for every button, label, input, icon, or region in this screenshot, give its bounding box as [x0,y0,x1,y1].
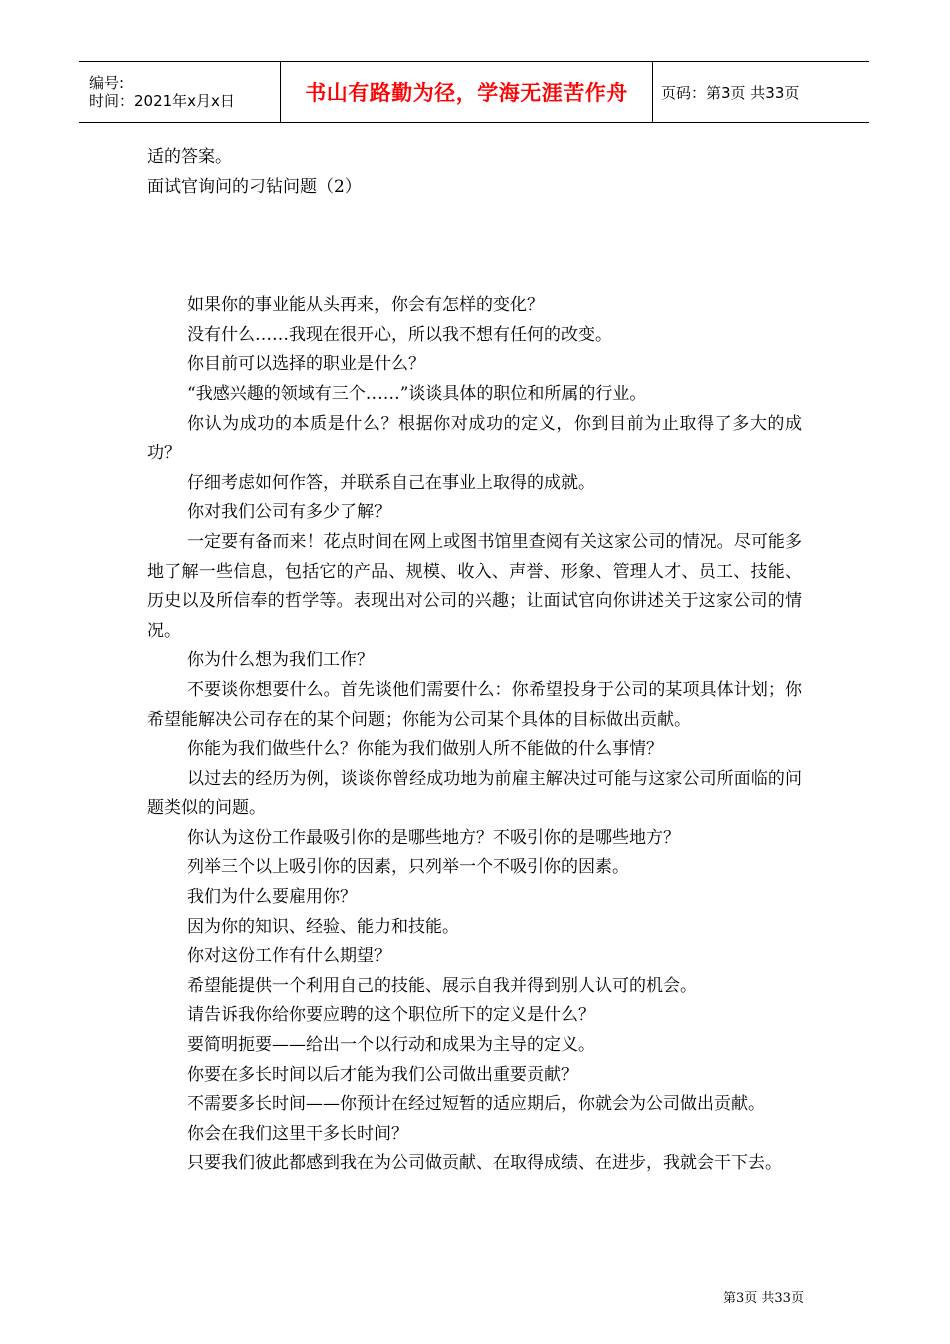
header-page-info [653,62,869,122]
page-footer [723,1287,804,1306]
header-page-number: 页码：第3页 共33页 [661,83,800,102]
question: 你对这份工作有什么期望？ [187,946,391,967]
motto-text: 书山有路勤为径，学海无涯苦作舟 [305,81,628,105]
question: 你认为成功的本质是什么？根据你对成功的定义，你到目前为止取得了多大的成功？ [147,413,802,464]
question: 你为什么想为我们工作？ [187,650,374,671]
doc-code-label: 编号: [89,74,125,92]
document-body [147,143,802,1179]
answer: 列举三个以上吸引你的因素，只列举一个不吸引你的因素。 [187,857,629,878]
answer: 没有什么……我现在很开心，所以我不想有任何的改变。 [187,324,612,345]
intro-line: 适的答案。 [147,147,232,167]
footer-page-number: 第3页 共33页 [723,1291,804,1306]
answer: 仔细考虑如何作答，并联系自己在事业上取得的成就。 [187,472,595,493]
page-header [79,61,869,123]
question: 你会在我们这里干多长时间？ [187,1123,408,1144]
question: 你对我们公司有多少了解？ [187,502,391,523]
question: 你认为这份工作最吸引你的是哪些地方？不吸引你的是哪些地方？ [187,827,680,848]
blank-space [147,202,802,291]
question: 你能为我们做些什么？你能为我们做别人所不能做的什么事情？ [187,739,663,760]
question: 我们为什么要雇用你？ [187,887,357,908]
doc-date: 时间：2021年x月x日 [89,92,235,110]
answer: 因为你的知识、经验、能力和技能。 [187,916,459,937]
header-motto [281,62,653,122]
answer: 只要我们彼此都感到我在为公司做贡献、在取得成绩、在进步，我就会干下去。 [187,1153,782,1174]
question: 你目前可以选择的职业是什么？ [187,354,425,375]
question: 请告诉我你给你要应聘的这个职位所下的定义是什么？ [187,1005,595,1026]
question: 你要在多长时间以后才能为我们公司做出重要贡献？ [187,1064,578,1085]
answer: 希望能提供一个利用自己的技能、展示自我并得到别人认可的机会。 [187,975,697,996]
answer: 以过去的经历为例，谈谈你曾经成功地为前雇主解决过可能与这家公司所面临的问题类似的问题。 [147,768,802,819]
section-heading: 面试官询问的刁钻问题（2） [147,176,362,197]
answer: “我感兴趣的领域有三个……”谈谈具体的职位和所属的行业。 [187,383,647,404]
answer: 不要谈你想要什么。首先谈他们需要什么：你希望投身于公司的某项具体计划；你希望能解决公司存在的某个问题；你能为公司某个具体的目标做出贡献。 [147,679,802,730]
answer: 一定要有备而来！花点时间在网上或图书馆里查阅有关这家公司的情况。尽可能多地了解一些信息，包括它的产品、规模、收入、声誉、形象、管理人才、员工、技能、历史以及所信奉的哲学等。表现出对公司的兴趣；让面试官向你讲述关于这家公司的情况。 [147,531,802,641]
answer: 不需要多长时间——你预计在经过短暂的适应期后，你就会为公司做出贡献。 [187,1094,765,1115]
header-meta [79,62,281,122]
answer: 要简明扼要——给出一个以行动和成果为主导的定义。 [187,1035,595,1056]
question: 如果你的事业能从头再来，你会有怎样的变化？ [187,295,544,316]
